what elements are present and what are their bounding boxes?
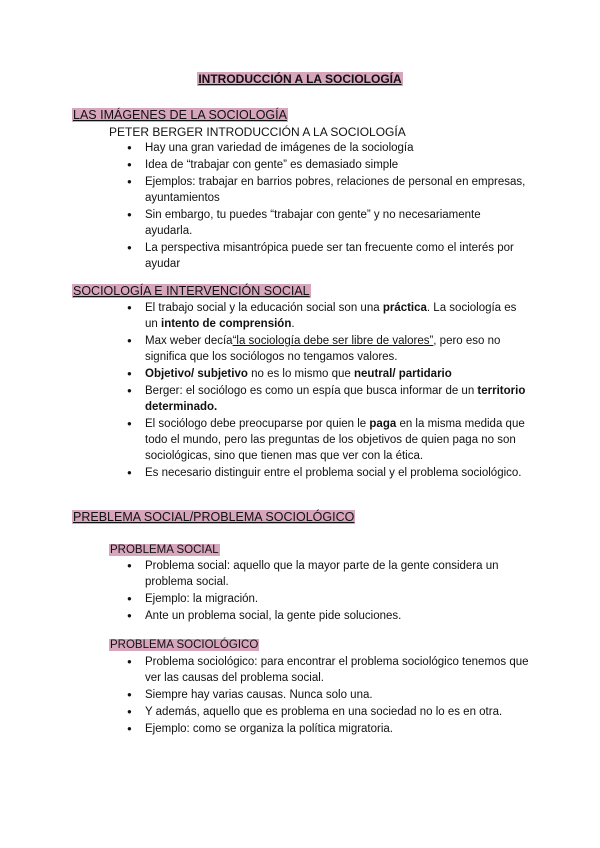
bold-text: neutral/ partidario: [354, 368, 452, 380]
subsection-heading-text: PROBLEMA SOCIAL: [110, 544, 219, 556]
section-heading-text: SOCIOLOGÍA E INTERVENCIÓN SOCIAL: [73, 284, 310, 298]
section-heading-text: LAS IMÁGENES DE LA SOCIOLOGÍA: [73, 108, 287, 122]
text-run: , pero eso no significa que los sociólogos no tengamos valores.: [145, 335, 501, 363]
list-item: ● Problema sociológico: para encontrar el problema sociológico tenemos que ver las causas del problema social.: [109, 654, 529, 686]
list-item: ● Ejemplos: trabajar en barrios pobres, relaciones de personal en empresas, ayuntamientos: [109, 174, 529, 206]
list-item: ● Problema social: aquello que la mayor parte de la gente considera un problema social.: [109, 558, 529, 590]
text-run: . La sociología es un: [145, 302, 517, 330]
text-run: no es lo mismo que: [247, 368, 354, 380]
section-heading-imagenes: [72, 107, 288, 123]
subsection-heading-text: PROBLEMA SOCIOLÓGICO: [110, 639, 259, 651]
bullet-list-problema-sociologico: [109, 654, 529, 737]
bold-text: paga: [369, 418, 397, 430]
section-heading-intervencion: [72, 283, 311, 299]
list-item: ● Ejemplo: como se organiza la política migratoria.: [109, 721, 529, 737]
underlined-quote: “la sociología debe ser libre de valores”: [232, 335, 434, 347]
bold-text: territorio determinado.: [145, 385, 526, 413]
bold-text: práctica: [382, 302, 427, 314]
document-title-text: INTRODUCCIÓN A LA SOCIOLOGÍA: [198, 72, 402, 86]
document-title: [0, 71, 600, 87]
list-item: ● Y además, aquello que es problema en una sociedad no lo es en otra.: [109, 704, 529, 720]
section-heading-text: PREBLEMA SOCIAL/PROBLEMA SOCIOLÓGICO: [73, 510, 355, 524]
text-run: .: [291, 318, 295, 330]
list-item: ● Siempre hay varias causas. Nunca solo una.: [109, 687, 529, 703]
list-item: [109, 383, 529, 415]
list-item: [109, 416, 529, 464]
bullet-list-problema-social: [109, 558, 529, 624]
list-item: [109, 333, 529, 365]
bold-text: intento de comprensión: [161, 318, 292, 330]
text-run: Max weber decía: [145, 335, 233, 347]
list-item: ● Ante un problema social, la gente pide soluciones.: [109, 608, 529, 624]
list-item: [109, 300, 529, 332]
bullet-list-intervencion: [109, 300, 529, 481]
subsection-heading-problema-sociologico: [109, 637, 259, 653]
text-run: Berger: el sociólogo es como un espía que busca informar de un: [145, 385, 478, 397]
list-item: ● Ejemplo: la migración.: [109, 591, 529, 607]
list-item: ● Idea de “trabajar con gente” es demasiado simple: [109, 157, 529, 173]
list-item: ● Hay una gran variedad de imágenes de la sociología: [109, 140, 529, 156]
list-item: [109, 366, 529, 382]
subsection-heading-problema-social: [109, 542, 220, 558]
section-subtitle: PETER BERGER INTRODUCCIÓN A LA SOCIOLOGÍA: [109, 125, 406, 139]
bullet-list-imagenes: [109, 140, 529, 272]
section-heading-problema: [72, 509, 355, 525]
text-run: El trabajo social y la educación social son una: [145, 302, 383, 314]
text-run: en la misma medida que todo el mundo, pero las preguntas de los objetivos de quien paga no son sociológicas, sino que tienen mas que ver con la ética.: [145, 418, 525, 462]
list-item: ● Es necesario distinguir entre el problema social y el problema sociológico.: [109, 465, 529, 481]
bold-text: Objetivo/ subjetivo: [145, 368, 248, 380]
list-item: ● La perspectiva misantrópica puede ser tan frecuente como el interés por ayudar: [109, 240, 529, 272]
text-run: El sociólogo debe preocuparse por quien le: [145, 418, 370, 430]
list-item: ● Sin embargo, tu puedes “trabajar con gente” y no necesariamente ayudarla.: [109, 207, 529, 239]
